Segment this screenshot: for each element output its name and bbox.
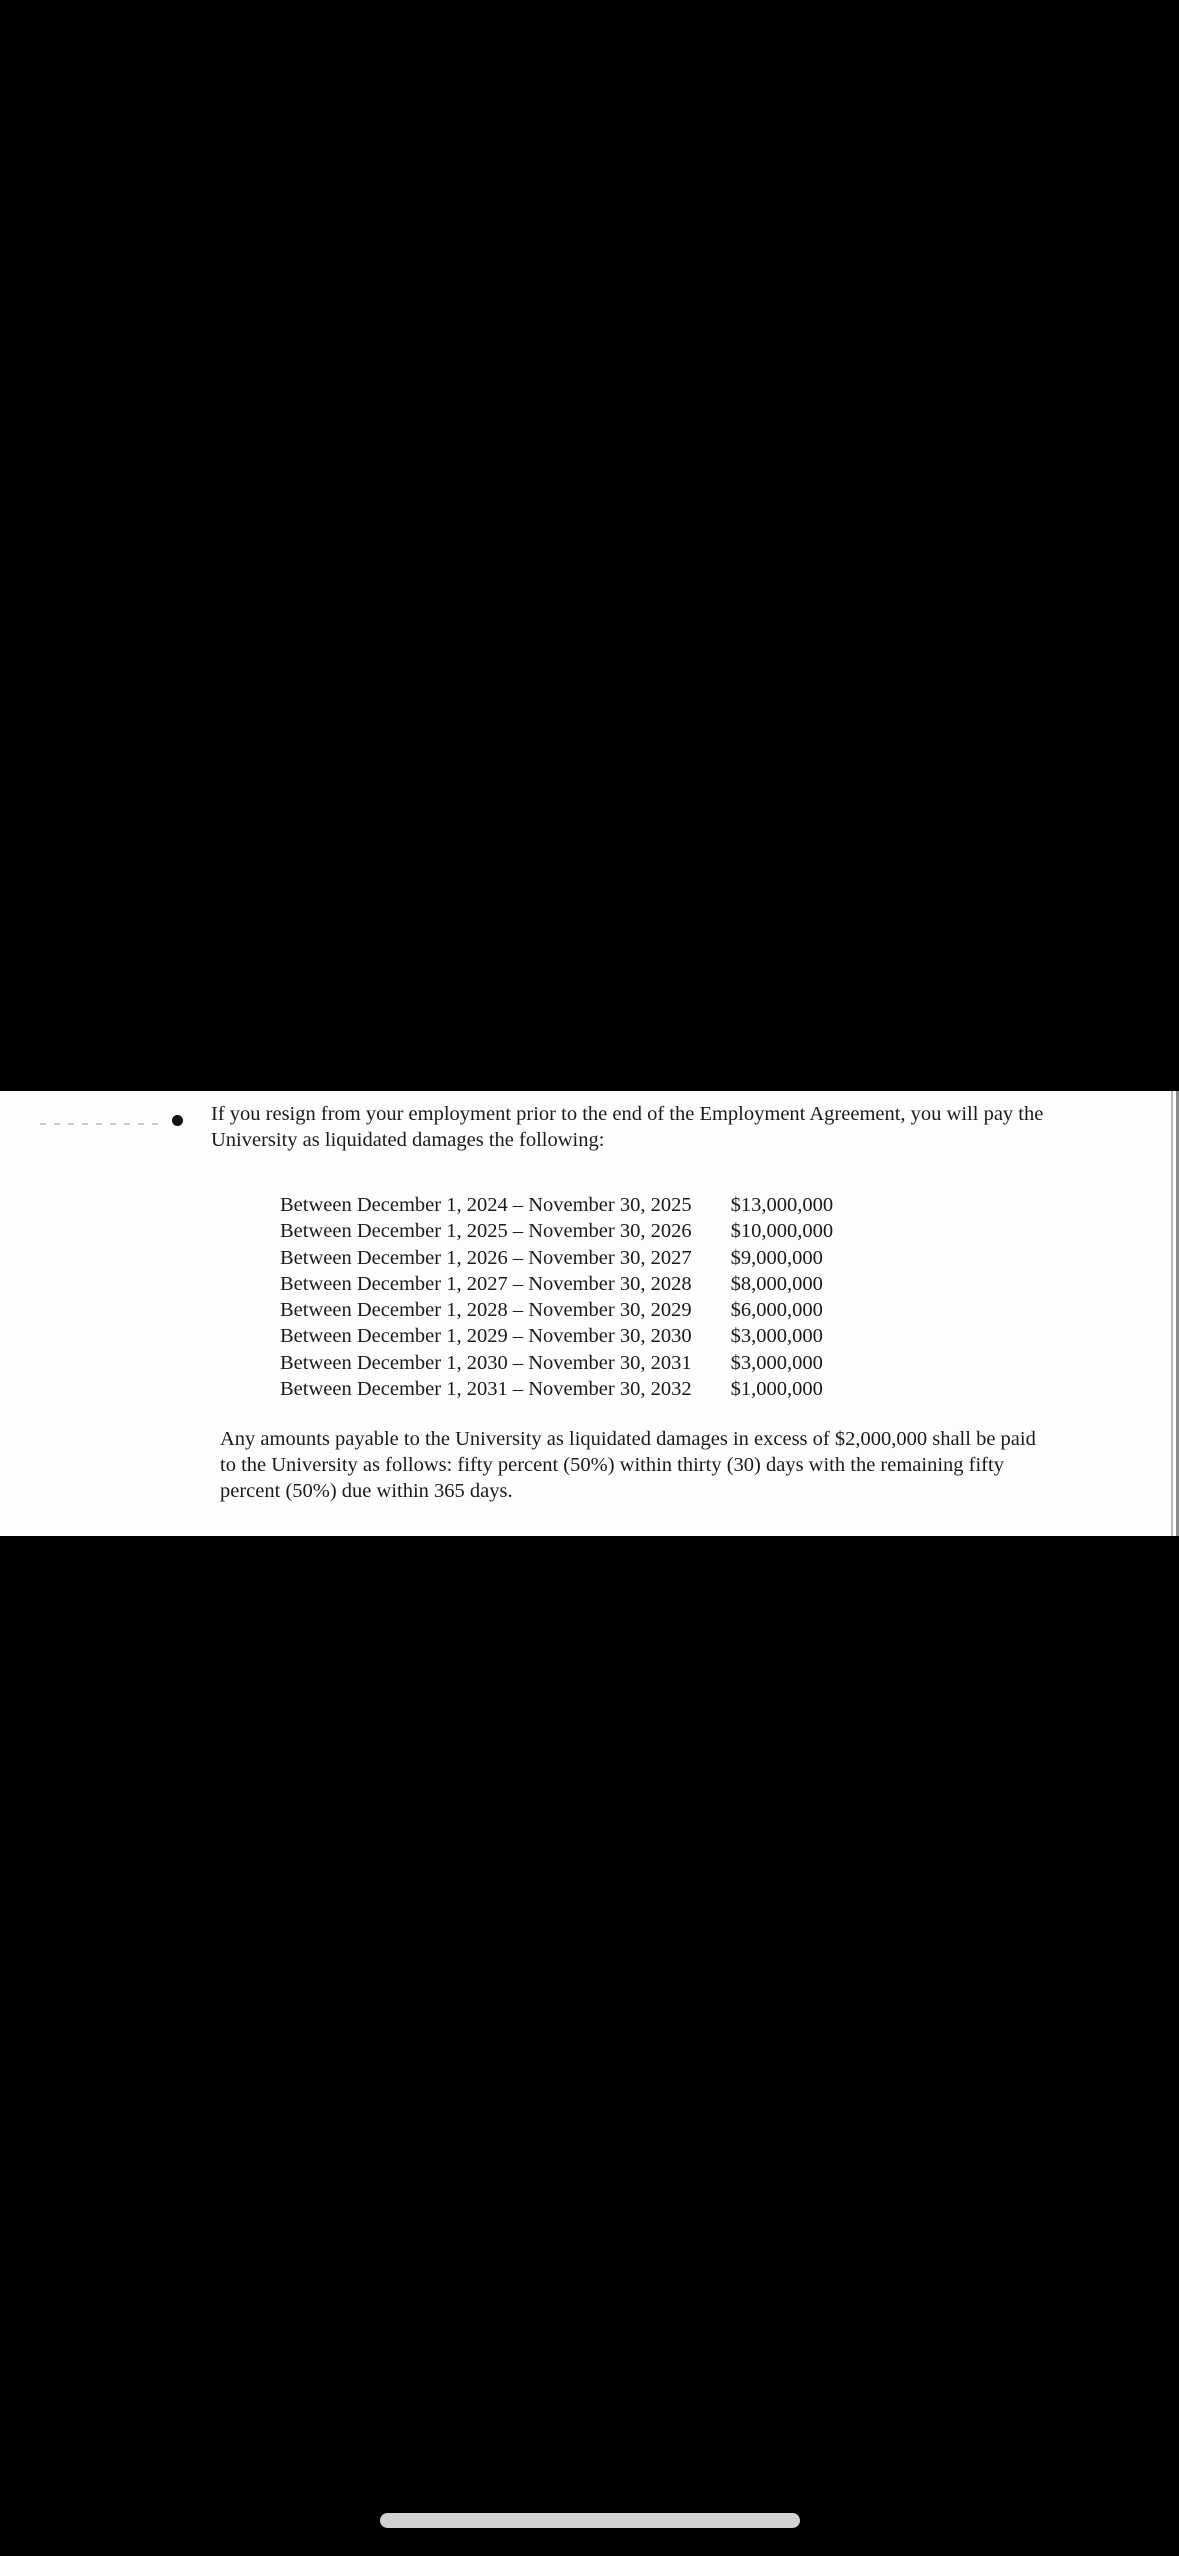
amount-cell: $3,000,000 <box>730 1351 823 1374</box>
amount-cell: $8,000,000 <box>730 1272 823 1295</box>
intro-paragraph: If you resign from your employment prior to the end of the Employment Agreement, you will pay the University as liquidated damages the following: <box>211 1103 1044 1151</box>
bullet-icon <box>172 1115 183 1126</box>
closing-paragraph: Any amounts payable to the University as liquidated damages in excess of $2,000,000 shall be paid to the University as follows: fifty percent (50%) within thirty (30) days with the remaining fifty percent (50%) due within 365 days. <box>220 1428 1036 1502</box>
amount-cell: $9,000,000 <box>730 1246 823 1269</box>
table-row <box>280 1271 833 1297</box>
period-cell: Between December 1, 2028 – November 30, 2029 <box>280 1299 692 1322</box>
amount-cell: $3,000,000 <box>730 1325 823 1348</box>
period-cell: Between December 1, 2027 – November 30, 2028 <box>280 1272 692 1295</box>
period-cell: Between December 1, 2024 – November 30, 2025 <box>280 1194 692 1216</box>
liquidated-damages-schedule <box>280 1192 833 1402</box>
scan-artifact <box>40 1123 160 1125</box>
table-row <box>280 1376 833 1402</box>
document-image <box>0 1091 1179 1536</box>
period-cell: Between December 1, 2031 – November 30, 2032 <box>280 1378 692 1401</box>
amount-cell: $1,000,000 <box>730 1378 823 1401</box>
amount-cell: $10,000,000 <box>730 1220 834 1243</box>
table-row <box>280 1350 833 1376</box>
period-cell: Between December 1, 2030 – November 30, 2031 <box>280 1351 692 1374</box>
home-indicator[interactable] <box>380 2513 800 2528</box>
table-row <box>280 1323 833 1349</box>
table-row <box>280 1192 833 1218</box>
period-cell: Between December 1, 2029 – November 30, 2030 <box>280 1325 692 1348</box>
table-row <box>280 1218 833 1244</box>
amount-cell: $13,000,000 <box>730 1194 834 1216</box>
amount-cell: $6,000,000 <box>730 1299 823 1322</box>
table-row <box>280 1245 833 1271</box>
period-cell: Between December 1, 2026 – November 30, 2027 <box>280 1246 692 1269</box>
period-cell: Between December 1, 2025 – November 30, 2026 <box>280 1220 692 1243</box>
table-row <box>280 1297 833 1323</box>
scan-edge <box>1171 1091 1173 1536</box>
